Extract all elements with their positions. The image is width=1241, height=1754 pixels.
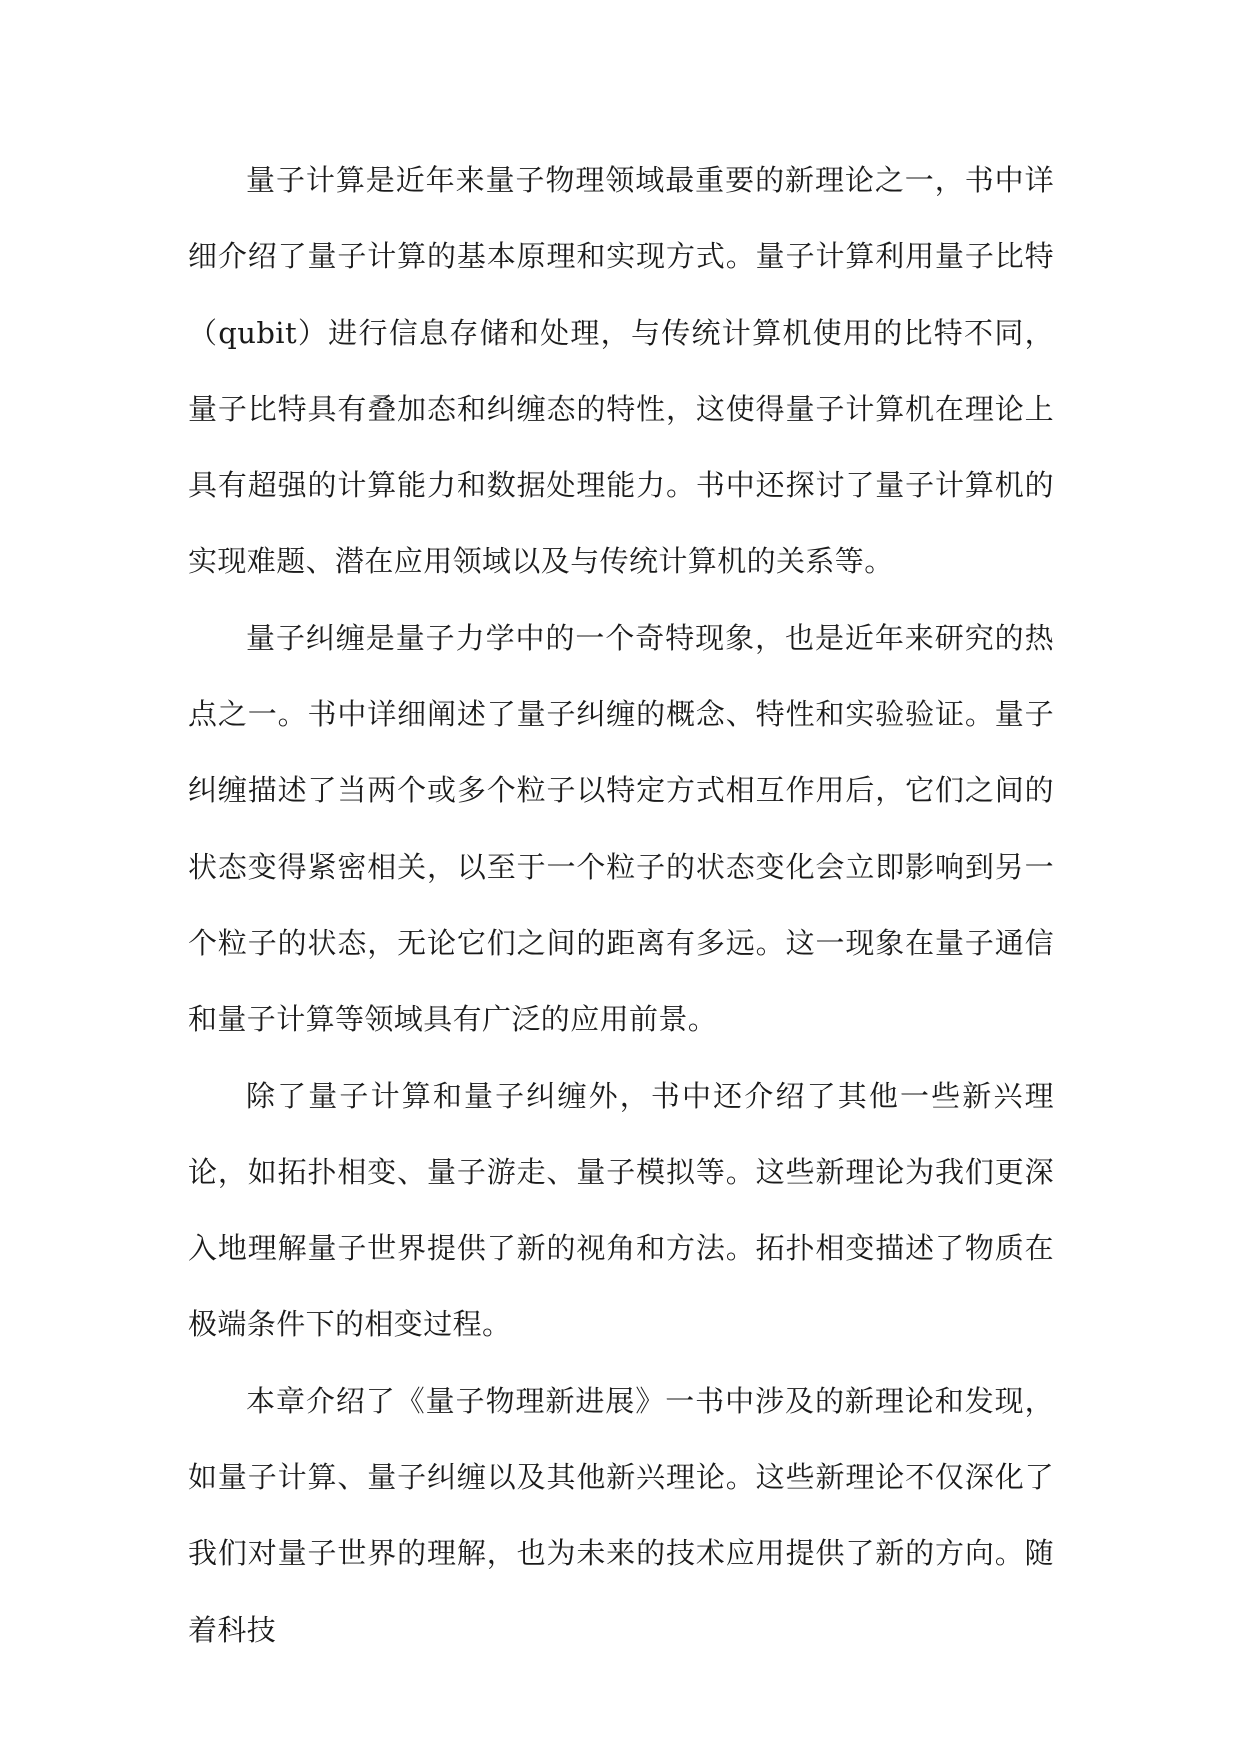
- paragraph-chapter-summary: 本章介绍了《量子物理新进展》一书中涉及的新理论和发现，如量子计算、量子纠缠以及其他新兴理论。这些新理论不仅深化了我们对量子世界的理解，也为未来的技术应用提供了新的方向。随着科技: [188, 1383, 1054, 1647]
- paragraph-emerging-theories: 除了量子计算和量子纠缠外，书中还介绍了其他一些新兴理论，如拓扑相变、量子游走、量子模拟等。这些新理论为我们更深入地理解量子世界提供了新的视角和方法。拓扑相变描述了物质在极端条件下的相变过程。: [188, 1078, 1054, 1342]
- paragraph-quantum-computing: 量子计算是近年来量子物理领域最重要的新理论之一，书中详细介绍了量子计算的基本原理和实现方式。量子计算利用量子比特（qubit）进行信息存储和处理，与传统计算机使用的比特不同，量子比特具有叠加态和纠缠态的特性，这使得量子计算机在理论上具有超强的计算能力和数据处理能力。书中还探讨了量子计算机的实现难题、潜在应用领域以及与传统计算机的关系等。: [188, 163, 1054, 579]
- document-body: [188, 142, 1054, 1668]
- paragraph-quantum-entanglement: 量子纠缠是量子力学中的一个奇特现象，也是近年来研究的热点之一。书中详细阐述了量子纠缠的概念、特性和实验验证。量子纠缠描述了当两个或多个粒子以特定方式相互作用后，它们之间的状态变得紧密相关，以至于一个粒子的状态变化会立即影响到另一个粒子的状态，无论它们之间的距离有多远。这一现象在量子通信和量子计算等领域具有广泛的应用前景。: [188, 620, 1054, 1037]
